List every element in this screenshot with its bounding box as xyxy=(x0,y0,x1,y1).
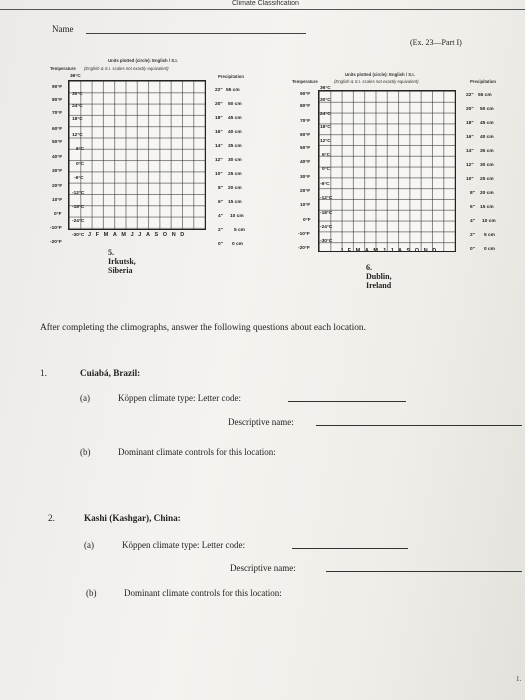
f-label: -10°F xyxy=(50,226,62,231)
c-label: 12°C xyxy=(320,139,331,144)
month-label: M xyxy=(355,248,365,254)
precip-cm-label: 15 cm xyxy=(480,205,494,210)
c-label: 12°C xyxy=(72,133,83,138)
question-number: 2. xyxy=(48,513,55,523)
precip-cm-label: 10 cm xyxy=(482,219,496,224)
precip-cm-label: 10 cm xyxy=(230,214,244,219)
descriptive-answer-line[interactable] xyxy=(326,571,522,572)
caption-irkutsk: 5. Irkutsk, Siberia xyxy=(108,248,136,275)
part-b-text: Dominant climate controls for this location: xyxy=(124,588,282,598)
f-label: 20°F xyxy=(300,189,311,194)
temperature-title: Temperature xyxy=(292,79,318,84)
c-label: 24°C xyxy=(320,112,331,117)
f-label: 60°F xyxy=(52,127,63,132)
f-label: 40°F xyxy=(52,155,63,160)
f-label: 0°F xyxy=(54,212,62,217)
precip-cm-label: 5 cm xyxy=(234,228,245,233)
c-label: 18°C xyxy=(72,117,83,122)
month-axis-left xyxy=(88,232,189,238)
precipitation-title: Precipitation xyxy=(470,79,497,84)
precip-cm-label: 30 cm xyxy=(480,163,494,168)
precip-in-label: 16" xyxy=(466,135,474,140)
precipitation-title: Precipitation xyxy=(218,74,245,79)
precip-cm-label: 45 cm xyxy=(480,121,494,126)
instructions: After completing the climographs, answer the following questions about each location. xyxy=(40,323,366,333)
precip-cm-label: 0 cm xyxy=(232,242,243,247)
month-label: A xyxy=(112,232,122,238)
temperature-title: Temperature xyxy=(50,66,76,71)
part-b-letter: (b) xyxy=(86,588,97,598)
f-label: 10°F xyxy=(52,198,63,203)
month-label: A xyxy=(397,248,407,254)
month-label: N xyxy=(423,248,433,254)
precip-in-label: 20" xyxy=(466,107,474,112)
question-number: 1. xyxy=(40,368,47,378)
c-label: -24°C xyxy=(72,219,85,224)
f-label: 80°F xyxy=(52,98,63,103)
month-label: D xyxy=(432,248,441,254)
precip-cm-label: 35 cm xyxy=(228,144,242,149)
c-label: -6°C xyxy=(320,182,330,187)
precip-cm-label: 15 cm xyxy=(228,200,242,205)
part-a-text: Köppen climate type: Letter code: xyxy=(122,540,245,550)
c-label: 18°C xyxy=(320,125,331,130)
caption-dublin: 6. Dublin, Ireland xyxy=(366,263,392,290)
f-label: 90°F xyxy=(52,85,63,90)
precip-cm-label: 40 cm xyxy=(480,135,494,140)
descriptive-label: Descriptive name: xyxy=(228,417,294,427)
c-label: 0°C xyxy=(76,162,85,167)
precip-in-label: 14" xyxy=(215,144,223,149)
f-label: 50°F xyxy=(52,140,63,145)
question-location: Kashi (Kashgar), China: xyxy=(84,513,181,523)
precip-in-label: 8" xyxy=(218,186,223,191)
part-a-text: Köppen climate type: Letter code: xyxy=(118,393,241,403)
f-label: 10°F xyxy=(300,203,311,208)
c-label: -18°C xyxy=(72,205,85,210)
part-a-letter: (a) xyxy=(80,393,90,403)
precip-in-label: 12" xyxy=(215,158,223,163)
precip-cm-label: 55 cm xyxy=(478,93,492,98)
f-label: 80°F xyxy=(300,104,311,109)
f-label: 0°F xyxy=(303,218,311,223)
c-label: 24°C xyxy=(72,104,83,109)
precip-in-label: 6" xyxy=(470,205,475,210)
month-label: O xyxy=(162,232,172,238)
precip-in-label: 10" xyxy=(466,177,474,182)
month-label: F xyxy=(95,232,104,238)
c-label: 36°C xyxy=(320,86,331,91)
part-b-letter: (b) xyxy=(80,447,91,457)
month-label: F xyxy=(347,248,356,254)
precip-in-label: 16" xyxy=(215,130,223,135)
month-label: S xyxy=(406,248,415,254)
precip-in-label: 6" xyxy=(218,200,223,205)
precip-cm-label: 40 cm xyxy=(228,130,242,135)
letter-code-answer-line[interactable] xyxy=(288,401,406,402)
precip-cm-label: 20 cm xyxy=(480,191,494,196)
f-label: 90°F xyxy=(300,92,311,97)
f-label: 60°F xyxy=(300,133,311,138)
precip-cm-label: 25 cm xyxy=(228,172,242,177)
precip-cm-label: 55 cm xyxy=(226,88,240,93)
precip-in-label: 20" xyxy=(215,102,223,107)
precip-in-label: 22" xyxy=(466,93,474,98)
f-label: -20°F xyxy=(50,240,62,245)
month-label: A xyxy=(364,248,374,254)
question-location: Cuiabá, Brazil: xyxy=(80,368,141,378)
name-label: Name xyxy=(52,24,74,34)
descriptive-label: Descriptive name: xyxy=(230,563,296,573)
precip-in-label: 18" xyxy=(215,116,223,121)
precip-in-label: 12" xyxy=(466,163,474,168)
month-label: J xyxy=(382,248,391,254)
month-label: O xyxy=(414,248,424,254)
f-label: -10°F xyxy=(298,232,310,237)
month-axis-right xyxy=(340,248,441,254)
c-label: -30°C xyxy=(320,239,333,244)
precip-cm-label: 35 cm xyxy=(480,149,494,154)
month-label: M xyxy=(373,248,383,254)
month-label: J xyxy=(130,232,139,238)
month-label: D xyxy=(180,232,189,238)
month-label: M xyxy=(121,232,131,238)
c-label: 30°C xyxy=(72,92,83,97)
f-label: 70°F xyxy=(52,111,63,116)
month-label: N xyxy=(171,232,181,238)
c-label: -18°C xyxy=(320,211,333,216)
precip-in-label: 10" xyxy=(215,172,223,177)
precip-in-label: 2" xyxy=(470,233,475,238)
f-label: 30°F xyxy=(52,169,63,174)
precip-cm-label: 30 cm xyxy=(228,158,242,163)
precip-cm-label: 50 cm xyxy=(480,107,494,112)
c-label: -24°C xyxy=(320,225,333,230)
c-label: -12°C xyxy=(72,191,85,196)
precip-in-label: 22" xyxy=(215,88,223,93)
precip-cm-label: 25 cm xyxy=(480,177,494,182)
c-label: -30°C xyxy=(72,233,85,238)
month-label: S xyxy=(154,232,163,238)
f-label: 40°F xyxy=(300,160,311,165)
c-label: 36°C xyxy=(70,74,81,79)
c-label: 6°C xyxy=(322,153,331,158)
page-number: 1. xyxy=(516,675,522,683)
c-label: 0°C xyxy=(322,167,331,172)
precip-in-label: 2" xyxy=(218,228,223,233)
month-label: J xyxy=(88,232,96,238)
month-label: J xyxy=(138,232,146,238)
precip-in-label: 0" xyxy=(218,242,223,247)
units-note: Units plotted (circle): English / S.I. xyxy=(108,58,178,63)
precip-cm-label: 50 cm xyxy=(228,102,242,107)
descriptive-answer-line[interactable] xyxy=(316,425,522,426)
grid-right xyxy=(318,90,456,252)
month-label: M xyxy=(103,232,113,238)
c-label: -12°C xyxy=(320,196,333,201)
part-a-letter: (a) xyxy=(84,540,94,550)
part-b-text: Dominant climate controls for this location: xyxy=(118,447,276,457)
precip-cm-label: 0 cm xyxy=(484,247,495,252)
c-label: -6°C xyxy=(74,176,84,181)
temperature-subtitle: (English & S.I. scales not exactly equivalent) xyxy=(334,79,419,84)
precip-in-label: 8" xyxy=(470,191,475,196)
temperature-subtitle: (English & S.I. scales not exactly equivalent) xyxy=(84,66,169,71)
precip-in-label: 4" xyxy=(470,219,475,224)
c-label: 6°C xyxy=(76,147,85,152)
f-label: 30°F xyxy=(300,175,311,180)
precip-in-label: 14" xyxy=(466,149,474,154)
month-label: J xyxy=(390,248,398,254)
f-label: 20°F xyxy=(52,184,63,189)
precip-cm-label: 45 cm xyxy=(228,116,242,121)
month-label: J xyxy=(340,248,348,254)
top-rule xyxy=(0,9,525,10)
c-label: 30°C xyxy=(320,98,331,103)
precip-in-label: 4" xyxy=(218,214,223,219)
f-label: 50°F xyxy=(300,146,311,151)
header-title: Climate Classification xyxy=(232,0,299,7)
precip-in-label: 0" xyxy=(470,247,475,252)
precip-in-label: 18" xyxy=(466,121,474,126)
month-label: A xyxy=(145,232,155,238)
exercise-label: (Ex. 23—Part I) xyxy=(410,38,462,47)
name-line xyxy=(86,33,306,34)
f-label: 70°F xyxy=(300,119,311,124)
letter-code-answer-line[interactable] xyxy=(292,548,408,549)
grid-left xyxy=(68,80,206,230)
precip-cm-label: 20 cm xyxy=(228,186,242,191)
precip-cm-label: 5 cm xyxy=(484,233,495,238)
units-note: Units plotted (circle): English / S.I. xyxy=(345,72,415,77)
f-label: -20°F xyxy=(298,246,310,251)
